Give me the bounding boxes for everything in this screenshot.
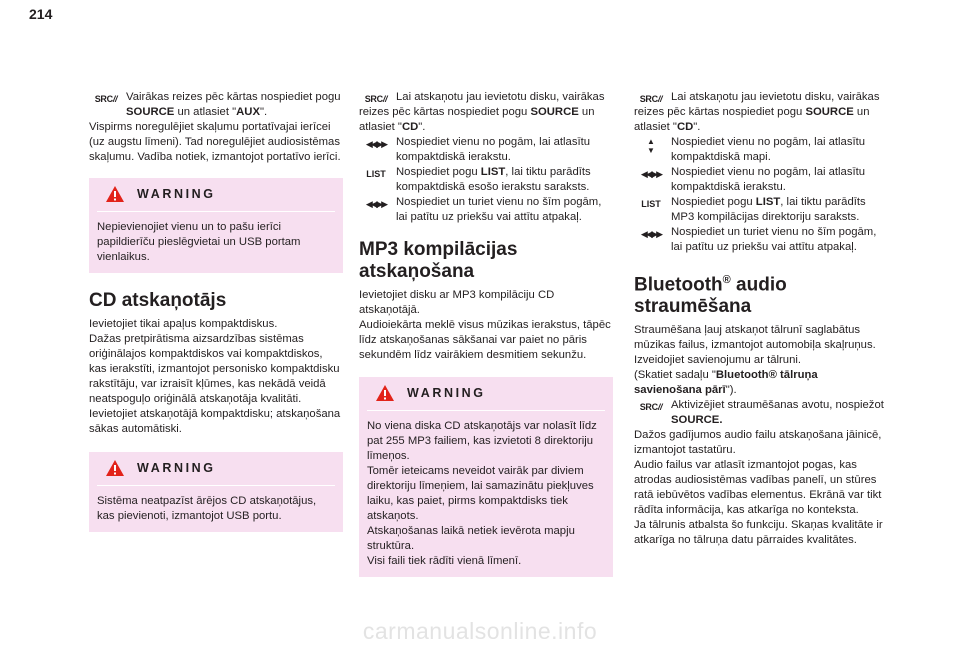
bluetooth-heading: Bluetooth® audio straumēšana	[634, 274, 787, 318]
streaming-src-instruction: SRC// Aktivizējiet straumēšanas avotu, nospiežot SOURCE.	[634, 398, 888, 428]
bluetooth-paragraph-1: Straumēšana ļauj atskaņot tālrunī saglabātus mūzikas failus, izmantojot automobiļa skaļruņus. Izveidojiet savienojumu ar tālruni. (Skatiet sadaļu "Bluetooth® tālruņa savienošana pārī").	[634, 324, 876, 397]
warning-icon	[105, 459, 125, 477]
src-button-icon: SRC//	[639, 402, 663, 413]
column-1	[89, 90, 343, 532]
src-cd-instruction: SRC// Lai atskaņotu jau ievietotu disku, vairākas reizes pēc kārtas nospiediet pogu SOURCE un atlasiet "CD".	[634, 91, 880, 133]
warning-icon	[105, 185, 125, 203]
src-button-icon: SRC//	[94, 94, 118, 104]
list-instruction: LIST Nospiediet pogu LIST, lai tiktu parādīts MP3 kompilācijas direktoriju saraksts.	[634, 195, 888, 225]
src-button-icon: SRC//	[364, 94, 388, 104]
warning-title: WARNING	[137, 186, 216, 201]
list-instruction: LIST Nospiediet pogu LIST, lai tiktu parādīts kompaktdiskā esošo ierakstu saraksts.	[359, 165, 613, 195]
warning-box-1	[89, 178, 343, 273]
list-button-icon: LIST	[366, 169, 386, 179]
fast-forward-instruction: ◀◀ ▶▶ Nospiediet un turiet vienu no šīm pogām, lai patītu uz priekšu vai attītu atpakaļ.	[634, 225, 888, 255]
warning-text: Sistēma neatpazīst ārējos CD atskaņotājus, kas pievienoti, izmantojot USB portu.	[97, 495, 317, 522]
warning-text: Nepievienojiet vienu un to pašu ierīci papildierīču pieslēgvietai un USB portam vienlaikus.	[97, 221, 301, 263]
warning-title: WARNING	[137, 460, 216, 475]
up-down-arrows-icon: ▲ ▼	[647, 137, 655, 155]
list-button-icon: LIST	[641, 199, 661, 209]
column-2	[359, 90, 613, 577]
prev-next-arrows-icon: ◀◀ ▶▶	[640, 169, 662, 179]
prev-next-arrows-icon: ◀◀ ▶▶	[640, 229, 662, 239]
warning-title: WARNING	[407, 385, 486, 400]
track-select-instruction: ◀◀ ▶▶ Nospiediet vienu no pogām, lai atlasītu kompaktdiskā ierakstu.	[634, 165, 888, 195]
mp3-paragraph: Ievietojiet disku ar MP3 kompilāciju CD atskaņotājā. Audioiekārta meklē visus mūzikas ierakstus, tāpēc līdz atskaņošanas sākšanai var paiet no pāris sekundēm līdz vairākiem desmitiem sekunžu.	[359, 289, 611, 361]
warning-box-2	[89, 452, 343, 532]
fast-forward-instruction: ◀◀ ▶▶ Nospiediet un turiet vienu no šīm pogām, lai patītu uz priekšu vai attītu atpakaļ.	[359, 195, 613, 225]
warning-icon	[375, 384, 395, 402]
track-select-instruction: ◀◀ ▶▶ Nospiediet vienu no pogām, lai atlasītu kompaktdiskā ierakstu.	[359, 135, 613, 165]
bluetooth-paragraph-2: Dažos gadījumos audio failu atskaņošana jāinicē, izmantojot tastatūru. Audio failus var atlasīt izmantojot pogas, kas atrodas audiosistēmas vadības panelī, un stūres ratā iebūvētos vadības elementus. Ekrānā var tikt rādīta informācija, kas atkarīga no konteksta. Ja tālrunis atbalsta šo funkciju. Skaņas kvalitāte ir atkarīga no tālruņa datu pārraides kvalitātes.	[634, 429, 883, 547]
aux-instruction	[89, 90, 343, 120]
folder-select-instruction: ▲ ▼ Nospiediet vienu no pogām, lai atlasītu kompaktdiskā mapi.	[634, 135, 888, 165]
warning-box-3	[359, 377, 613, 577]
src-button-icon: SRC//	[639, 94, 663, 104]
aux-instruction-text: Vairākas reizes pēc kārtas nospiediet pogu SOURCE un atlasiet "AUX".	[126, 91, 341, 118]
watermark: carmanualsonline.info	[362, 618, 598, 644]
cd-paragraph: Ievietojiet tikai apaļus kompaktdiskus. Dažas pretpirātisma aizsardzības sistēmas oriģinālajos kompaktdiskos vai kompaktdiskos, kas ierakstīti, izmantojot personisko kompaktdisku rakstītāju, var izraisīt kļūmes, kas nekādā veidā neatspoguļo oriģinālā atskaņotāja kvalitāti. Ievietojiet atskaņotājā kompaktdisku; atskaņošana sākas automātiski.	[89, 318, 341, 435]
warning-text: No viena diska CD atskaņotājs var nolasīt līdz pat 255 MP3 failiem, kas izvietoti 8 direktoriju līmeņos. Tomēr ieteicams neveidot vairāk par diviem direktoriju līmeņiem, lai samazinātu piekļuves laiku, kas paiet, pirms kompaktdisks tiek atskaņots. Atskaņošanas laikā netiek ievērota mapju struktūra. Visi faili tiek rādīti vienā līmenī.	[367, 420, 597, 567]
prev-next-arrows-icon: ◀◀ ▶▶	[365, 139, 387, 149]
mp3-heading: MP3 kompilācijas atskaņošana	[359, 239, 518, 282]
aux-paragraph: Vispirms noregulējiet skaļumu portatīvajai ierīcei (uz augstu līmeni). Tad noregulējiet audiosistēmas skaļumu. Vadība notiek, izmantojot portatīvo ierīci.	[89, 121, 341, 163]
page-number: 214	[29, 6, 53, 22]
cd-player-heading: CD atskaņotājs	[89, 290, 227, 311]
src-cd-instruction: SRC// Lai atskaņotu jau ievietotu disku, vairākas reizes pēc kārtas nospiediet pogu SOURCE un atlasiet "CD".	[359, 91, 605, 133]
prev-next-arrows-icon: ◀◀ ▶▶	[365, 199, 387, 209]
column-3	[634, 90, 888, 548]
